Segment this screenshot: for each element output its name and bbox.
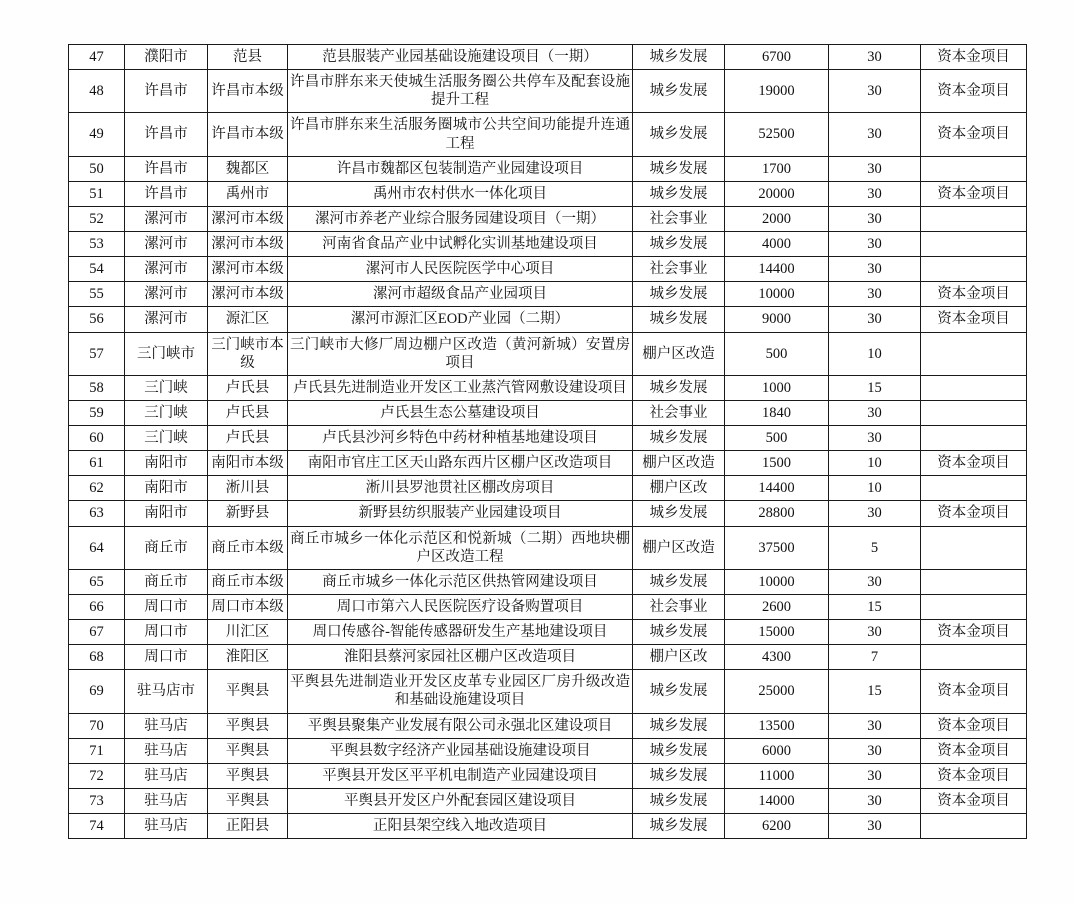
cell-field: 城乡发展	[633, 307, 725, 332]
cell-project-name: 卢氏县沙河乡特色中药材种植基地建设项目	[288, 426, 633, 451]
cell-field: 城乡发展	[633, 738, 725, 763]
cell-city: 许昌市	[125, 181, 208, 206]
cell-county: 源汇区	[208, 307, 288, 332]
cell-type: 资本金项目	[921, 451, 1027, 476]
cell-project-name: 许昌市胖东来生活服务圈城市公共空间功能提升连通工程	[288, 113, 633, 156]
cell-county: 平舆县	[208, 713, 288, 738]
cell-amount: 37500	[725, 526, 829, 569]
cell-project-name: 周口市第六人民医院医疗设备购置项目	[288, 594, 633, 619]
table-row	[69, 307, 1027, 332]
cell-type: 资本金项目	[921, 670, 1027, 713]
cell-ratio: 30	[829, 156, 921, 181]
cell-city: 周口市	[125, 594, 208, 619]
cell-city: 漯河市	[125, 257, 208, 282]
cell-field: 社会事业	[633, 594, 725, 619]
cell-amount: 52500	[725, 113, 829, 156]
cell-project-name: 平舆县数字经济产业园基础设施建设项目	[288, 738, 633, 763]
cell-ratio: 5	[829, 526, 921, 569]
cell-serial-number: 65	[69, 569, 125, 594]
cell-amount: 4300	[725, 645, 829, 670]
cell-city: 三门峡	[125, 375, 208, 400]
cell-ratio: 30	[829, 206, 921, 231]
cell-field: 城乡发展	[633, 181, 725, 206]
cell-project-name: 平舆县开发区平平机电制造产业园建设项目	[288, 763, 633, 788]
cell-field: 城乡发展	[633, 814, 725, 839]
cell-serial-number: 53	[69, 232, 125, 257]
cell-county: 卢氏县	[208, 375, 288, 400]
cell-serial-number: 72	[69, 763, 125, 788]
table-row	[69, 620, 1027, 645]
table-row	[69, 814, 1027, 839]
cell-county: 新野县	[208, 501, 288, 526]
cell-amount: 14400	[725, 257, 829, 282]
cell-project-name: 许昌市魏都区包装制造产业园建设项目	[288, 156, 633, 181]
cell-serial-number: 57	[69, 332, 125, 375]
cell-serial-number: 58	[69, 375, 125, 400]
cell-project-name: 淅川县罗池贯社区棚改房项目	[288, 476, 633, 501]
cell-ratio: 30	[829, 788, 921, 813]
cell-county: 漯河市本级	[208, 257, 288, 282]
cell-field: 城乡发展	[633, 620, 725, 645]
cell-project-name: 新野县纺织服装产业园建设项目	[288, 501, 633, 526]
cell-field: 棚户区改造	[633, 526, 725, 569]
cell-city: 商丘市	[125, 569, 208, 594]
cell-county: 三门峡市本级	[208, 332, 288, 375]
cell-type	[921, 206, 1027, 231]
cell-amount: 15000	[725, 620, 829, 645]
cell-city: 南阳市	[125, 501, 208, 526]
cell-type: 资本金项目	[921, 70, 1027, 113]
cell-ratio: 30	[829, 814, 921, 839]
cell-serial-number: 64	[69, 526, 125, 569]
cell-ratio: 10	[829, 476, 921, 501]
cell-project-name: 卢氏县先进制造业开发区工业蒸汽管网敷设建设项目	[288, 375, 633, 400]
cell-serial-number: 59	[69, 400, 125, 425]
cell-serial-number: 68	[69, 645, 125, 670]
cell-type	[921, 426, 1027, 451]
cell-project-name: 商丘市城乡一体化示范区和悦新城（二期）西地块棚户区改造工程	[288, 526, 633, 569]
cell-project-name: 三门峡市大修厂周边棚户区改造（黄河新城）安置房项目	[288, 332, 633, 375]
cell-serial-number: 69	[69, 670, 125, 713]
cell-county: 范县	[208, 45, 288, 70]
cell-amount: 14000	[725, 788, 829, 813]
cell-serial-number: 50	[69, 156, 125, 181]
cell-amount: 1700	[725, 156, 829, 181]
cell-field: 棚户区改造	[633, 451, 725, 476]
cell-county: 卢氏县	[208, 426, 288, 451]
cell-city: 驻马店市	[125, 670, 208, 713]
cell-county: 淮阳区	[208, 645, 288, 670]
cell-field: 城乡发展	[633, 375, 725, 400]
table-row	[69, 476, 1027, 501]
cell-city: 三门峡	[125, 426, 208, 451]
cell-serial-number: 73	[69, 788, 125, 813]
cell-county: 平舆县	[208, 738, 288, 763]
cell-serial-number: 51	[69, 181, 125, 206]
cell-city: 漯河市	[125, 232, 208, 257]
table-row	[69, 426, 1027, 451]
table-row	[69, 375, 1027, 400]
table-row	[69, 156, 1027, 181]
cell-county: 平舆县	[208, 670, 288, 713]
cell-project-name: 平舆县聚集产业发展有限公司永强北区建设项目	[288, 713, 633, 738]
table-row	[69, 738, 1027, 763]
table-row	[69, 232, 1027, 257]
cell-serial-number: 61	[69, 451, 125, 476]
cell-county: 漯河市本级	[208, 282, 288, 307]
cell-amount: 6700	[725, 45, 829, 70]
cell-amount: 28800	[725, 501, 829, 526]
cell-amount: 1840	[725, 400, 829, 425]
cell-type: 资本金项目	[921, 181, 1027, 206]
cell-county: 漯河市本级	[208, 206, 288, 231]
cell-type	[921, 332, 1027, 375]
cell-city: 漯河市	[125, 282, 208, 307]
cell-ratio: 30	[829, 426, 921, 451]
cell-ratio: 30	[829, 620, 921, 645]
cell-serial-number: 70	[69, 713, 125, 738]
cell-ratio: 30	[829, 70, 921, 113]
cell-serial-number: 48	[69, 70, 125, 113]
cell-amount: 9000	[725, 307, 829, 332]
cell-amount: 20000	[725, 181, 829, 206]
cell-field: 城乡发展	[633, 113, 725, 156]
table-row	[69, 45, 1027, 70]
cell-type	[921, 375, 1027, 400]
cell-project-name: 商丘市城乡一体化示范区供热管网建设项目	[288, 569, 633, 594]
cell-field: 城乡发展	[633, 156, 725, 181]
cell-type	[921, 594, 1027, 619]
table-row	[69, 181, 1027, 206]
project-list-table	[68, 44, 1027, 839]
cell-type	[921, 232, 1027, 257]
cell-field: 城乡发展	[633, 426, 725, 451]
cell-city: 商丘市	[125, 526, 208, 569]
cell-amount: 14400	[725, 476, 829, 501]
cell-county: 禹州市	[208, 181, 288, 206]
cell-serial-number: 54	[69, 257, 125, 282]
cell-serial-number: 49	[69, 113, 125, 156]
table-row	[69, 451, 1027, 476]
table-row	[69, 282, 1027, 307]
cell-city: 漯河市	[125, 307, 208, 332]
cell-serial-number: 60	[69, 426, 125, 451]
table-row	[69, 257, 1027, 282]
cell-field: 城乡发展	[633, 763, 725, 788]
cell-county: 商丘市本级	[208, 569, 288, 594]
cell-type: 资本金项目	[921, 282, 1027, 307]
cell-project-name: 淮阳县蔡河家园社区棚户区改造项目	[288, 645, 633, 670]
cell-ratio: 7	[829, 645, 921, 670]
cell-county: 漯河市本级	[208, 232, 288, 257]
cell-type: 资本金项目	[921, 713, 1027, 738]
cell-ratio: 15	[829, 670, 921, 713]
cell-serial-number: 71	[69, 738, 125, 763]
table-row	[69, 670, 1027, 713]
cell-city: 漯河市	[125, 206, 208, 231]
cell-field: 社会事业	[633, 257, 725, 282]
cell-type	[921, 476, 1027, 501]
cell-field: 城乡发展	[633, 788, 725, 813]
cell-project-name: 漯河市超级食品产业园项目	[288, 282, 633, 307]
cell-project-name: 周口传感谷-智能传感器研发生产基地建设项目	[288, 620, 633, 645]
cell-type: 资本金项目	[921, 620, 1027, 645]
cell-amount: 2000	[725, 206, 829, 231]
cell-amount: 1500	[725, 451, 829, 476]
cell-project-name: 平舆县先进制造业开发区皮革专业园区厂房升级改造和基础设施建设项目	[288, 670, 633, 713]
cell-amount: 10000	[725, 569, 829, 594]
cell-field: 城乡发展	[633, 45, 725, 70]
table-row	[69, 70, 1027, 113]
cell-county: 许昌市本级	[208, 70, 288, 113]
cell-amount: 6200	[725, 814, 829, 839]
cell-field: 城乡发展	[633, 670, 725, 713]
table-row	[69, 400, 1027, 425]
cell-field: 棚户区改造	[633, 332, 725, 375]
cell-amount: 10000	[725, 282, 829, 307]
cell-ratio: 30	[829, 763, 921, 788]
cell-ratio: 30	[829, 713, 921, 738]
cell-amount: 11000	[725, 763, 829, 788]
cell-field: 棚户区改	[633, 476, 725, 501]
cell-city: 许昌市	[125, 70, 208, 113]
cell-county: 淅川县	[208, 476, 288, 501]
project-table-container	[68, 44, 1026, 839]
cell-type: 资本金项目	[921, 501, 1027, 526]
cell-serial-number: 47	[69, 45, 125, 70]
cell-amount: 1000	[725, 375, 829, 400]
table-row	[69, 113, 1027, 156]
cell-field: 城乡发展	[633, 282, 725, 307]
cell-project-name: 河南省食品产业中试孵化实训基地建设项目	[288, 232, 633, 257]
cell-ratio: 30	[829, 181, 921, 206]
cell-type: 资本金项目	[921, 307, 1027, 332]
cell-county: 川汇区	[208, 620, 288, 645]
cell-project-name: 漯河市养老产业综合服务园建设项目（一期）	[288, 206, 633, 231]
cell-type: 资本金项目	[921, 738, 1027, 763]
cell-county: 南阳市本级	[208, 451, 288, 476]
cell-ratio: 15	[829, 375, 921, 400]
cell-field: 城乡发展	[633, 569, 725, 594]
cell-city: 周口市	[125, 620, 208, 645]
cell-city: 驻马店	[125, 788, 208, 813]
cell-type: 资本金项目	[921, 788, 1027, 813]
cell-serial-number: 56	[69, 307, 125, 332]
table-row	[69, 788, 1027, 813]
cell-type	[921, 257, 1027, 282]
cell-project-name: 正阳县架空线入地改造项目	[288, 814, 633, 839]
cell-ratio: 15	[829, 594, 921, 619]
cell-county: 卢氏县	[208, 400, 288, 425]
cell-serial-number: 74	[69, 814, 125, 839]
cell-serial-number: 55	[69, 282, 125, 307]
cell-amount: 4000	[725, 232, 829, 257]
cell-ratio: 30	[829, 232, 921, 257]
cell-field: 棚户区改	[633, 645, 725, 670]
cell-field: 城乡发展	[633, 70, 725, 113]
table-row	[69, 526, 1027, 569]
cell-project-name: 禹州市农村供水一体化项目	[288, 181, 633, 206]
cell-amount: 25000	[725, 670, 829, 713]
cell-amount: 19000	[725, 70, 829, 113]
cell-type: 资本金项目	[921, 45, 1027, 70]
cell-ratio: 10	[829, 451, 921, 476]
table-row	[69, 206, 1027, 231]
cell-city: 驻马店	[125, 738, 208, 763]
table-body	[69, 45, 1027, 839]
cell-ratio: 30	[829, 45, 921, 70]
cell-county: 许昌市本级	[208, 113, 288, 156]
cell-amount: 6000	[725, 738, 829, 763]
table-row	[69, 594, 1027, 619]
cell-amount: 500	[725, 332, 829, 375]
cell-city: 许昌市	[125, 113, 208, 156]
table-row	[69, 713, 1027, 738]
cell-ratio: 10	[829, 332, 921, 375]
cell-type	[921, 400, 1027, 425]
cell-ratio: 30	[829, 257, 921, 282]
table-row	[69, 569, 1027, 594]
cell-type	[921, 814, 1027, 839]
cell-city: 三门峡市	[125, 332, 208, 375]
cell-type: 资本金项目	[921, 763, 1027, 788]
cell-project-name: 漯河市源汇区EOD产业园（二期）	[288, 307, 633, 332]
cell-city: 驻马店	[125, 814, 208, 839]
cell-city: 三门峡	[125, 400, 208, 425]
cell-ratio: 30	[829, 569, 921, 594]
cell-field: 城乡发展	[633, 232, 725, 257]
cell-project-name: 漯河市人民医院医学中心项目	[288, 257, 633, 282]
cell-project-name: 范县服装产业园基础设施建设项目（一期）	[288, 45, 633, 70]
cell-city: 周口市	[125, 645, 208, 670]
cell-serial-number: 63	[69, 501, 125, 526]
cell-project-name: 许昌市胖东来天使城生活服务圈公共停车及配套设施提升工程	[288, 70, 633, 113]
cell-city: 濮阳市	[125, 45, 208, 70]
cell-ratio: 30	[829, 307, 921, 332]
cell-ratio: 30	[829, 113, 921, 156]
cell-serial-number: 62	[69, 476, 125, 501]
cell-county: 商丘市本级	[208, 526, 288, 569]
cell-field: 城乡发展	[633, 501, 725, 526]
cell-field: 城乡发展	[633, 713, 725, 738]
cell-field: 社会事业	[633, 206, 725, 231]
cell-ratio: 30	[829, 282, 921, 307]
table-row	[69, 645, 1027, 670]
cell-county: 魏都区	[208, 156, 288, 181]
cell-serial-number: 66	[69, 594, 125, 619]
cell-amount: 2600	[725, 594, 829, 619]
cell-project-name: 卢氏县生态公墓建设项目	[288, 400, 633, 425]
cell-city: 南阳市	[125, 476, 208, 501]
cell-county: 平舆县	[208, 763, 288, 788]
cell-project-name: 南阳市官庄工区天山路东西片区棚户区改造项目	[288, 451, 633, 476]
cell-county: 周口市本级	[208, 594, 288, 619]
cell-serial-number: 52	[69, 206, 125, 231]
cell-type	[921, 156, 1027, 181]
cell-city: 许昌市	[125, 156, 208, 181]
cell-city: 南阳市	[125, 451, 208, 476]
cell-amount: 500	[725, 426, 829, 451]
cell-field: 社会事业	[633, 400, 725, 425]
cell-county: 平舆县	[208, 788, 288, 813]
cell-type	[921, 569, 1027, 594]
cell-type: 资本金项目	[921, 113, 1027, 156]
table-row	[69, 501, 1027, 526]
cell-ratio: 30	[829, 738, 921, 763]
cell-serial-number: 67	[69, 620, 125, 645]
cell-type	[921, 526, 1027, 569]
cell-type	[921, 645, 1027, 670]
cell-project-name: 平舆县开发区户外配套园区建设项目	[288, 788, 633, 813]
cell-ratio: 30	[829, 501, 921, 526]
table-row	[69, 763, 1027, 788]
table-row	[69, 332, 1027, 375]
cell-city: 驻马店	[125, 763, 208, 788]
cell-county: 正阳县	[208, 814, 288, 839]
cell-amount: 13500	[725, 713, 829, 738]
cell-city: 驻马店	[125, 713, 208, 738]
cell-ratio: 30	[829, 400, 921, 425]
